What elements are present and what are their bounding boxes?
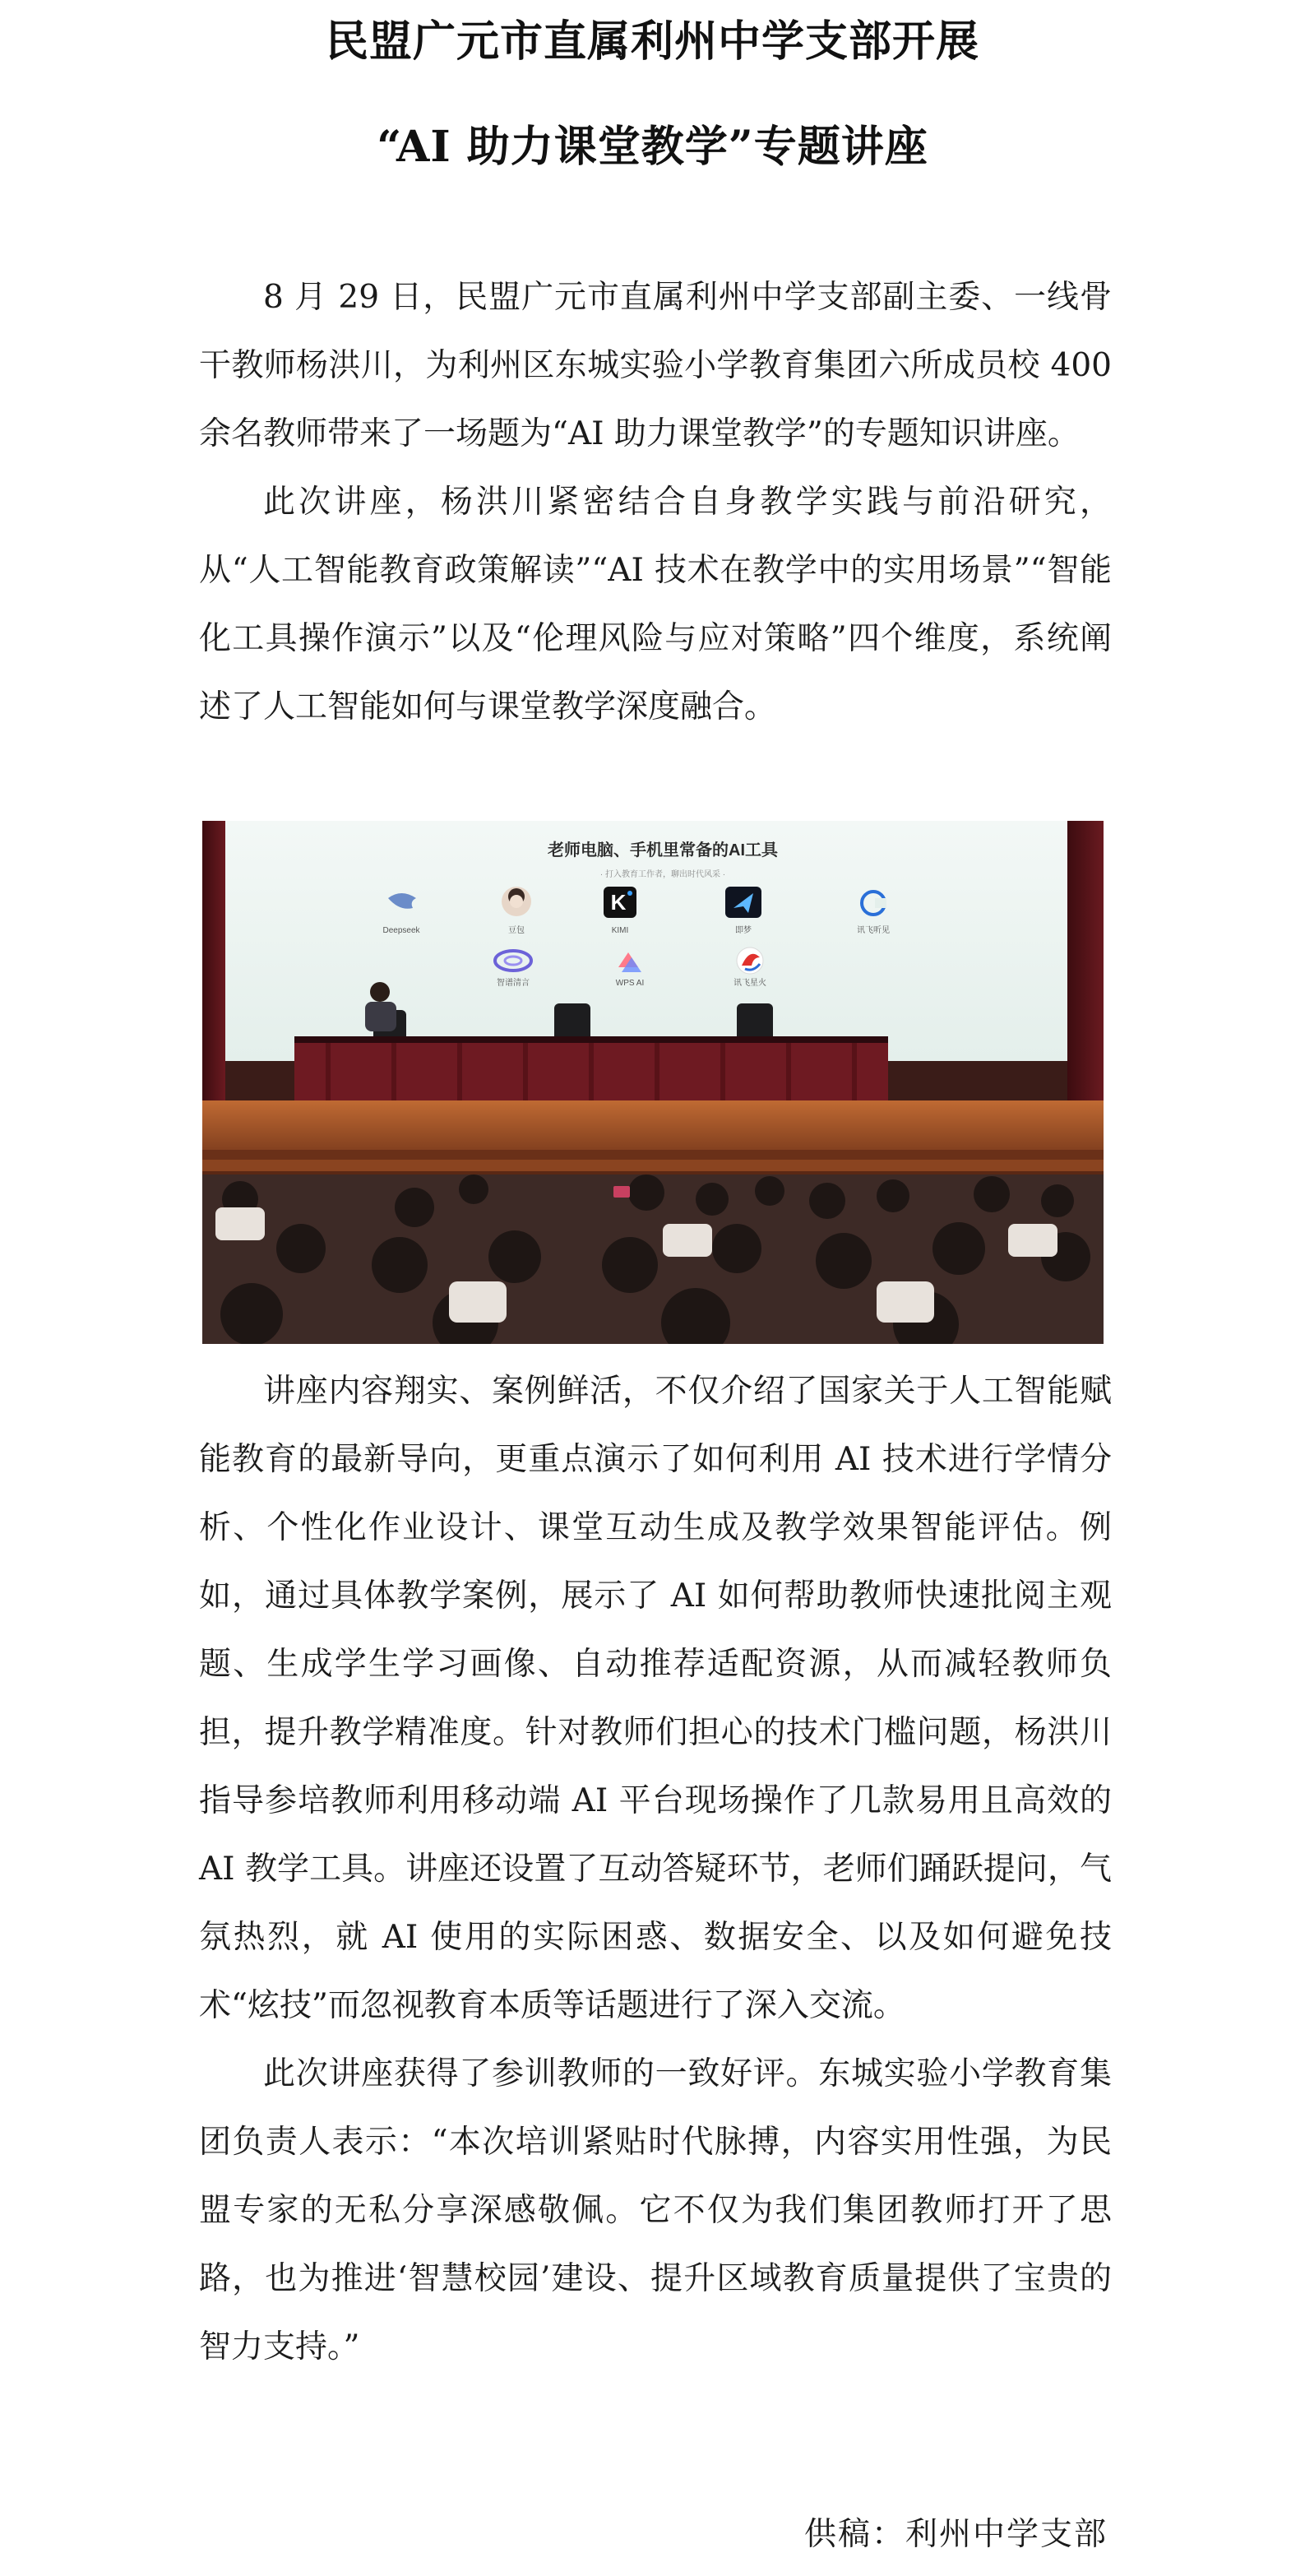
paragraph-1: 8 月 29 日，民盟广元市直属利州中学支部副主委、一线骨干教师杨洪川，为利州区东城实验小学教育集团六所成员校 400 余名教师带来了一场题为“AI 助力课堂教学”的专题知识讲座。: [199, 279, 1112, 452]
svg-text:K: K: [610, 890, 627, 915]
tool-label-jimeng: 即梦: [735, 926, 752, 935]
tool-label-doubao: 豆包: [508, 926, 525, 935]
tool-label-deepseek: Deepseek: [382, 926, 420, 935]
tool-label-wps-ai: WPS AI: [615, 979, 645, 988]
doubao-avatar-icon: [502, 887, 531, 916]
paragraph-3: 讲座内容翔实、案例鲜活，不仅介绍了国家关于人工智能赋能教育的最新导向，更重点演示了如何利用 AI 技术进行学情分析、个性化作业设计、课堂互动生成及教学效果智能评估。例如，通过具体教学案例，展示了 AI 如何帮助教师快速批阅主观题、生成学生学习画像、自动推荐适配资源，从而减轻教师负担，提升教学精准度。针对教师们担心的技术门槛问题，杨洪川指导参培教师利用移动端 AI 平台现场操作了几款易用且高效的 AI 教学工具。讲座还设置了互动答疑环节，老师们踊跃提问，气氛热烈，就 AI 使用的实际困惑、数据安全、以及如何避免技术“炫技”而忽视教育本质等话题进行了深入交流。: [199, 1373, 1112, 2024]
tool-label-zhipu: 智谱清言: [497, 979, 530, 988]
stage-curtain-left: [202, 821, 225, 1100]
iflytek-spark-icon: [737, 947, 763, 974]
tool-label-kimi: KIMI: [611, 926, 629, 935]
article-credit: 供稿：利州中学支部: [803, 2516, 1108, 2553]
stage-curtain-right: [1067, 821, 1104, 1100]
article-title-line-2: “AI 助力课堂教学”专题讲座: [377, 122, 928, 172]
lecture-photo: [202, 821, 1104, 1344]
audience-phone: [613, 1186, 630, 1198]
article-body-part-2: [199, 1357, 1112, 2381]
kimi-k-icon: [604, 887, 636, 918]
stage-floor: [202, 1100, 1104, 1158]
article-body-part-1: [199, 263, 1112, 741]
lecture-photo-illustration: [202, 821, 1104, 1344]
tool-label-tingjian: 讯飞听见: [857, 926, 890, 935]
screen-heading: 老师电脑、手机里常备的AI工具: [548, 841, 778, 859]
paragraph-4: 此次讲座获得了参训教师的一致好评。东城实验小学教育集团负责人表示：“本次培训紧贴时代脉搏，内容实用性强，为民盟专家的无私分享深感敬佩。它不仅为我们集团教师打开了思路，也为推进‘智慧校园’建设、提升区域教育质量提供了宝贵的智力支持。”: [199, 2055, 1112, 2365]
tool-label-spark: 讯飞星火: [733, 979, 766, 988]
jimeng-icon: [725, 887, 761, 918]
screen-subheading: · 打入教育工作者，聊出时代风采 ·: [599, 870, 726, 879]
article-title-line-1: 民盟广元市直属利州中学支部开展: [325, 16, 979, 67]
paragraph-2: 此次讲座，杨洪川紧密结合自身教学实践与前沿研究，从“人工智能教育政策解读”“AI 技术在教学中的实用场景”“智能化工具操作演示”以及“伦理风险与应对策略”四个维度，系统阐述了人工智能如何与课堂教学深度融合。: [199, 484, 1112, 725]
